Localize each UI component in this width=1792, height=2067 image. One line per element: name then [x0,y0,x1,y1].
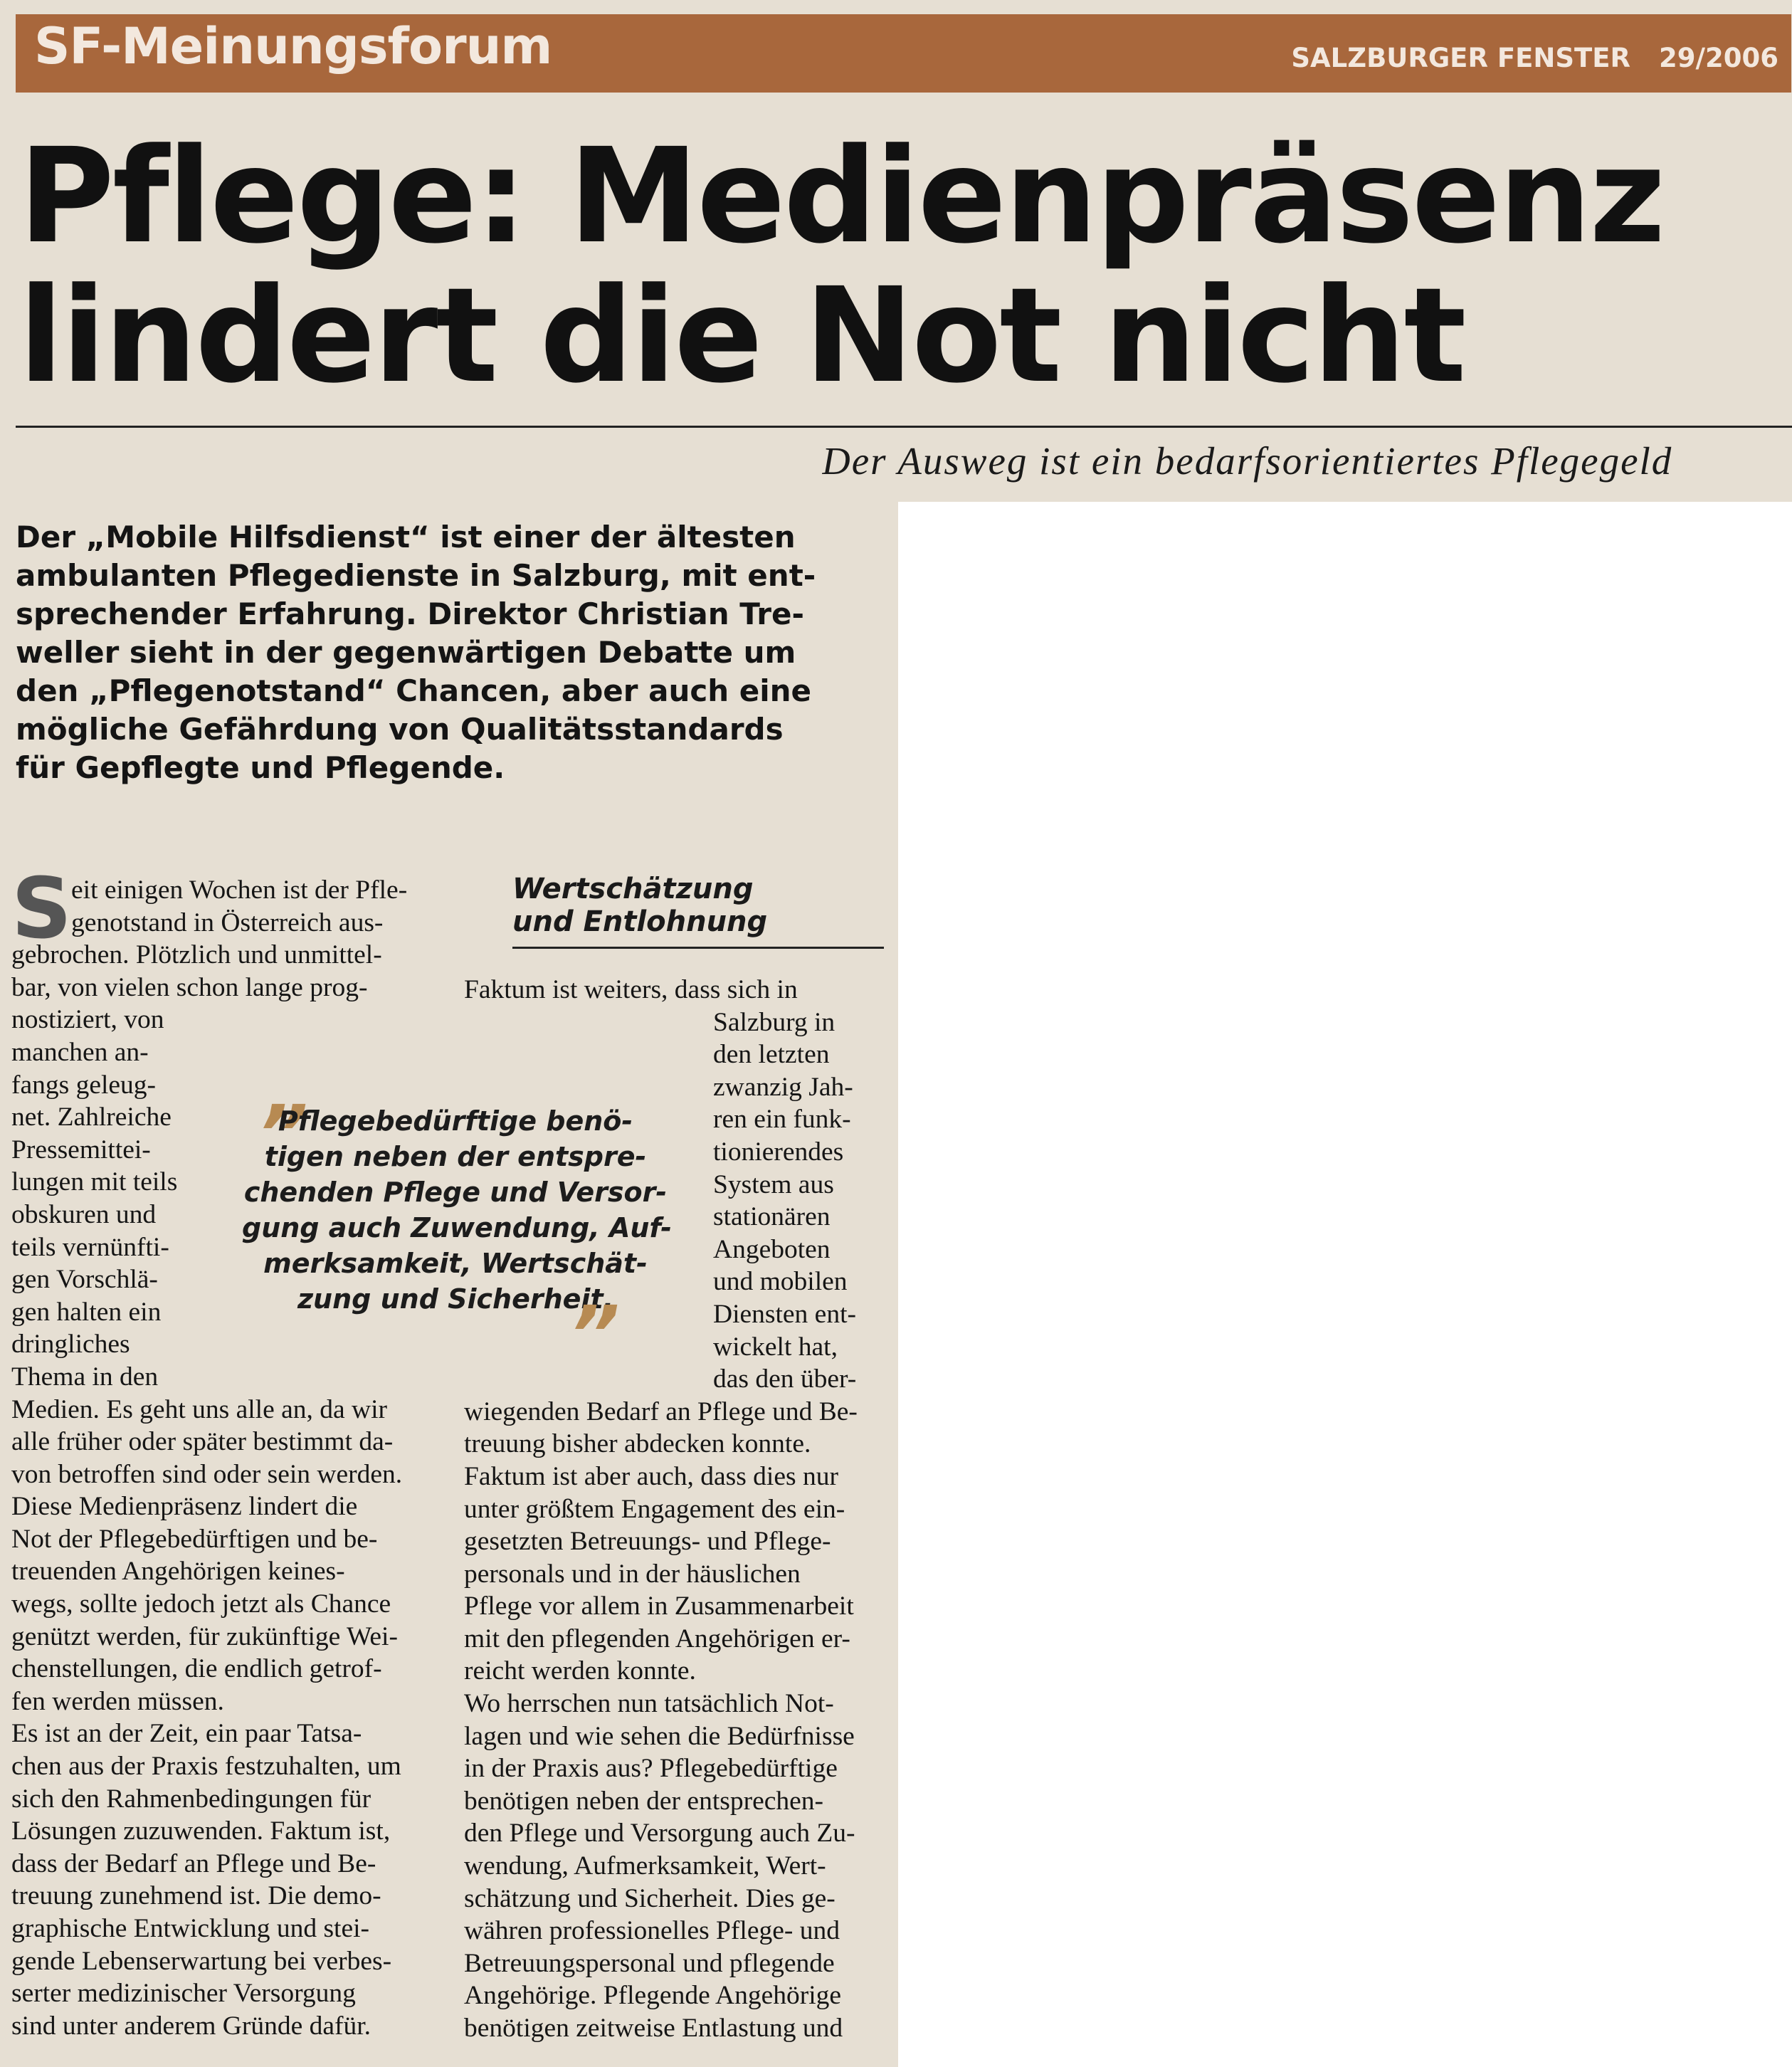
body-text-line: treuenden Angehörigen keines- [11,1557,345,1587]
body-text-line: wegs, sollte jedoch jetzt als Chance [11,1589,391,1619]
lead-line: sprechender Erfahrung. Direktor Christian Tre- [16,596,804,631]
body-text-line: bar, von vielen schon lange prog- [11,972,368,1002]
body-text-line: fangs geleug- [11,1070,157,1100]
body-text-line: Angehörige. Pflegende Angehörige [464,1981,842,2011]
body-text-line: genützt werden, für zukünftige Wei- [11,1621,398,1651]
body-text-line: treuung bisher abdecken konnte. [464,1429,811,1459]
body-text-line: Thema in den [11,1362,159,1392]
body-text-line: gen halten ein [11,1297,162,1327]
pull-quote [242,1103,673,1317]
body-text-line: das den über- [713,1364,857,1394]
body-text-line: graphische Entwicklung und stei- [11,1914,370,1943]
body-text-line: sind unter anderem Gründe dafür. [11,2011,371,2041]
body-text-line: Pflege vor allem in Zusammenarbeit [464,1592,854,1621]
body-text-line: teils vernünfti- [11,1232,169,1262]
body-text-line: genotstand in Österreich aus- [71,908,384,937]
body-text-line: manchen an- [11,1037,149,1067]
body-text-line: sich den Rahmenbedingungen für [11,1784,371,1814]
body-text-line: chen aus der Praxis festzuhalten, um [11,1752,401,1782]
body-text-line: fen werden müssen. [11,1686,224,1716]
body-text-line: unter größtem Engagement des ein- [464,1494,845,1524]
body-text-line: tionierendes [713,1137,844,1167]
body-text-line: Lösungen zuzuwenden. Faktum ist, [11,1816,391,1846]
body-text-line: in der Praxis aus? Pflegebedürftige [464,1754,838,1784]
body-text-line: wickelt hat, [713,1332,838,1362]
section-title: SF-Meinungsforum [34,17,552,75]
pull-quote-line: chenden Pflege und Versor- [243,1177,668,1208]
body-text-line: ren ein funk- [713,1105,851,1135]
body-text-line: Medien. Es geht uns alle an, da wir [11,1394,387,1424]
lead-line: ambulanten Pflegedienste in Salzburg, mit ent- [16,558,816,593]
subheading-line: und Entlohnung [512,905,768,938]
body-text-line: Not der Pflegebedürftigen und be- [11,1524,378,1554]
publication-name: SALZBURGER FENSTER [1291,43,1631,73]
body-text-line: lagen und wie sehen die Bedürfnisse [464,1721,855,1751]
body-text-line: wiegenden Bedarf an Pflege und Be- [464,1397,858,1426]
quote-open-mark: ” [258,1088,308,1179]
body-text-line: gende Lebenserwartung bei verbes- [11,1946,392,1976]
article-headline [19,120,1769,412]
body-text-line: Faktum ist aber auch, dass dies nur [464,1461,838,1491]
body-text-line: benötigen neben der entsprechen- [464,1786,823,1816]
body-text-line: Salzburg in [713,1007,836,1037]
body-text-line: System aus [713,1169,834,1199]
body-text-line: gesetzten Betreuungs- und Pflege- [464,1527,831,1557]
body-text-line: chenstellungen, die endlich getrof- [11,1654,382,1684]
body-text-line: währen professionelles Pflege- und [464,1916,840,1946]
pull-quote-line: zung und Sicherheit. [297,1283,614,1315]
pull-quote-line: merksamkeit, Wertschät- [263,1248,648,1279]
body-text-line: treuung zunehmend ist. Die demo- [11,1881,381,1911]
article-lead [16,518,887,787]
body-text-line: alle früher oder später bestimmt da- [11,1427,394,1457]
body-text-line: nostiziert, von [11,1005,164,1035]
body-text-line: Es ist an der Zeit, ein paar Tatsa- [11,1719,362,1749]
lead-line: für Gepflegte und Pflegende. [16,750,505,785]
lead-line: den „Pflegenotstand“ Chancen, aber auch eine [16,673,812,708]
body-text-line: den Pflege und Versorgung auch Zu- [464,1819,855,1848]
pull-quote-line: tigen neben der entspre- [264,1141,647,1172]
body-text-line: gebrochen. Plötzlich und unmittel- [11,940,382,970]
body-text-line: Diensten ent- [713,1299,856,1329]
body-text-line: mit den pflegenden Angehörigen er- [464,1624,850,1653]
body-text-line: stationären [713,1202,831,1232]
body-text-line: dass der Bedarf an Pflege und Be- [11,1848,376,1878]
pull-quote-line: gung auch Zuwendung, Auf- [242,1212,673,1243]
section-subheading [512,873,882,938]
body-text-line: serter medizinischer Versorgung [11,1979,356,2009]
body-text-line: Betreuungspersonal und pflegende [464,1948,835,1978]
headline-line: Pflege: Medienpräsenz [19,120,1664,273]
headline-line: lindert die Not nicht [19,260,1465,412]
body-text-line: Diese Medienpräsenz lindert die [11,1492,358,1522]
body-text-line: zwanzig Jah- [713,1072,853,1102]
publication-info [1291,43,1778,73]
body-text-line: eit einigen Wochen ist der Pfle- [71,875,408,905]
body-text-line: net. Zahlreiche [11,1103,172,1132]
lead-line: Der „Mobile Hilfsdienst“ ist einer der ältesten [16,520,796,554]
body-text-line: und mobilen [713,1267,848,1297]
body-text-line: reicht werden konnte. [464,1656,696,1686]
pull-quote-line: Pflegebedürftige benö- [278,1105,633,1137]
body-text-line: gen Vorschlä- [11,1265,158,1295]
section-banner [16,14,1791,93]
drop-cap: S [11,859,72,957]
body-text-line: benötigen zeitweise Entlastung und [464,2014,843,2043]
body-text-line: Angeboten [713,1234,831,1264]
body-text-line: Wo herrschen nun tatsächlich Not- [464,1689,834,1719]
body-text-line: lungen mit teils [11,1167,178,1197]
body-text-line: wendung, Aufmerksamkeit, Wert- [464,1851,826,1881]
body-column-left [11,874,428,2042]
body-text-line: schätzung und Sicherheit. Dies ge- [464,1883,836,1913]
issue-number: 29/2006 [1659,43,1778,73]
subheading-line: Wertschätzung [512,873,754,905]
quote-close-mark: ” [569,1289,620,1380]
body-text-line: obskuren und [11,1199,157,1229]
body-text-line: Faktum ist weiters, dass sich in [464,975,798,1004]
subheading-rule [512,947,884,949]
headline-rule [16,426,1792,428]
body-text-line: Pressemittei- [11,1135,151,1164]
lead-line: weller sieht in der gegenwärtigen Debatte um [16,635,796,670]
lead-line: mögliche Gefährdung von Qualitätsstandards [16,712,784,747]
body-text-line: den letzten [713,1040,830,1070]
body-text-line: von betroffen sind oder sein werden. [11,1459,403,1489]
body-text-line: dringliches [11,1330,130,1359]
article-subhead: Der Ausweg ist ein bedarfsorientiertes Pflegegeld [822,439,1673,483]
body-text-line: personals und in der häuslichen [464,1559,801,1589]
